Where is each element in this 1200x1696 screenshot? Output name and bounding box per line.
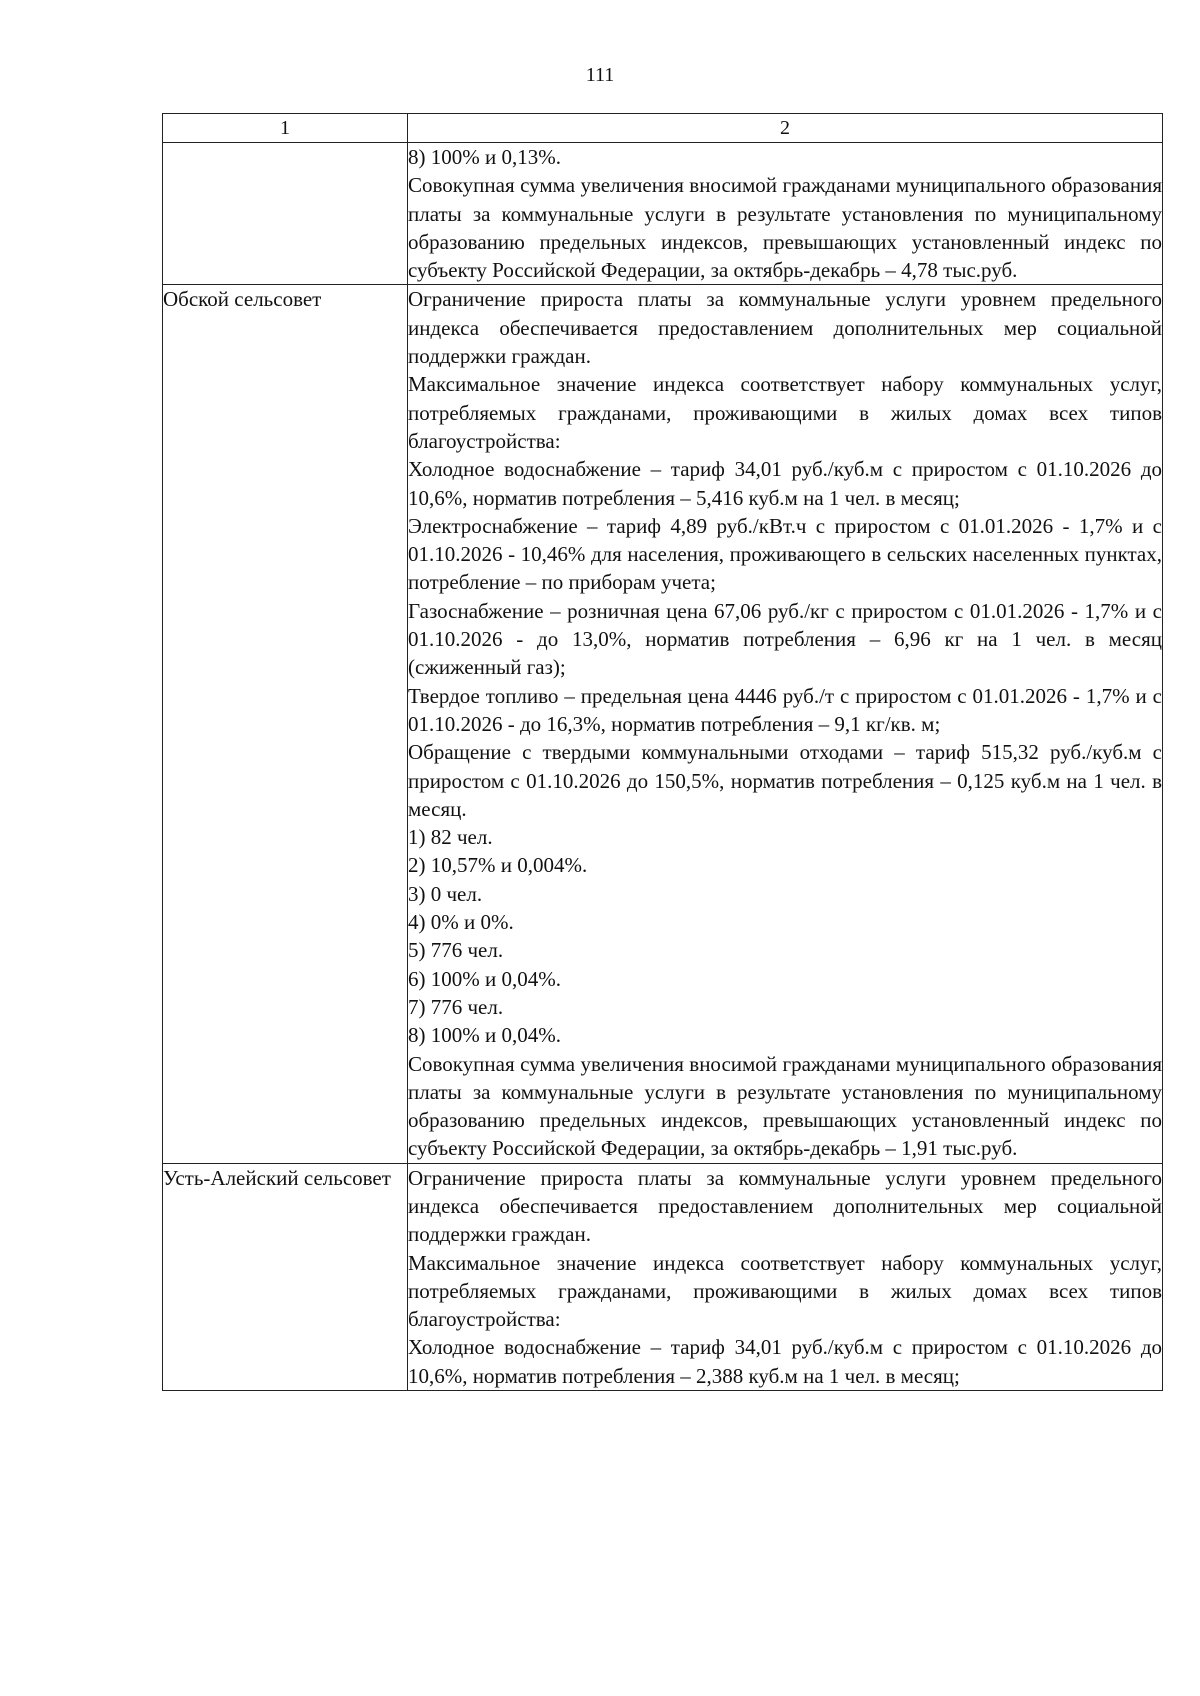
paragraph: Ограничение прироста платы за коммунальные услуги уровнем предельного индекса обеспечивается предоставлением дополнительных мер социальной поддержки граждан. [408, 1165, 1162, 1247]
row-description [408, 285, 1163, 1163]
paragraph: Обращение с твердыми коммунальными отходами – тариф 515,32 руб./куб.м с приростом с 01.10.2026 до 150,5%, норматив потребления – 0,125 куб.м на 1 чел. в месяц. [408, 740, 1162, 821]
table-header-row [163, 114, 1163, 143]
list-item: 4) 0% и 0%. [408, 910, 514, 935]
list-item: 7) 776 чел. [408, 994, 504, 1019]
document-table [162, 113, 1163, 1391]
table-row [163, 143, 1163, 285]
list-item: 8) 100% и 0,04%. [408, 1023, 561, 1048]
paragraph: Электроснабжение – тариф 4,89 руб./кВт.ч с приростом с 01.01.2026 - 1,7% и с 01.10.2026 - 10,46% для населения, проживающего в сельских населенных пунктах, потребление – по приборам учета; [408, 513, 1162, 595]
paragraph: Совокупная сумма увеличения вносимой гражданами муниципального образования платы за коммунальные услуги в результате установления по муниципальному образованию предельных индексов, превышающих установленный индекс по субъекту Российской Федерации, за октябрь-декабрь – 1,91 тыс.руб. [408, 1051, 1162, 1161]
table-row [163, 1163, 1163, 1390]
municipality-name [163, 143, 408, 285]
paragraph: Холодное водоснабжение – тариф 34,01 руб./куб.м с приростом с 01.10.2026 до 10,6%, норматив потребления – 5,416 куб.м на 1 чел. в месяц; [408, 457, 1162, 510]
list-item: 2) 10,57% и 0,004%. [408, 853, 588, 878]
column-header-1: 1 [163, 114, 408, 143]
paragraph: 8) 100% и 0,13%. [408, 145, 561, 169]
column-header-2: 2 [408, 114, 1163, 143]
paragraph: Твердое топливо – предельная цена 4446 руб./т с приростом с 01.01.2026 - 1,7% и с 01.10.2026 - до 16,3%, норматив потребления – 9,1 кг/кв. м; [408, 683, 1162, 736]
list-item: 3) 0 чел. [408, 881, 483, 906]
table-row [163, 285, 1163, 1163]
paragraph: Максимальное значение индекса соответствует набору коммунальных услуг, потребляемых гражданами, проживающими в жилых домах всех типов благоустройства: [408, 372, 1162, 453]
row-description [408, 143, 1163, 285]
municipality-name: Усть-Алейский сельсовет [163, 1163, 408, 1390]
list-item: 1) 82 чел. [408, 825, 493, 850]
paragraph: Ограничение прироста платы за коммунальные услуги уровнем предельного индекса обеспечивается предоставлением дополнительных мер социальной поддержки граждан. [408, 287, 1162, 369]
row-description [408, 1163, 1163, 1390]
page-number: 111 [585, 64, 615, 86]
list-item: 6) 100% и 0,04%. [408, 966, 561, 991]
paragraph: Совокупная сумма увеличения вносимой гражданами муниципального образования платы за коммунальные услуги в результате установления по муниципальному образованию предельных индексов, превышающих установленный индекс по субъекту Российской Федерации, за октябрь-декабрь – 4,78 тыс.руб. [408, 173, 1162, 283]
paragraph: Газоснабжение – розничная цена 67,06 руб./кг с приростом с 01.01.2026 - 1,7% и с 01.10.2026 - до 13,0%, норматив потребления – 6,96 кг на 1 чел. в месяц (сжиженный газ); [408, 598, 1162, 680]
paragraph: Максимальное значение индекса соответствует набору коммунальных услуг, потребляемых гражданами, проживающими в жилых домах всех типов благоустройства: [408, 1250, 1162, 1332]
list-item: 5) 776 чел. [408, 938, 504, 963]
municipality-name: Обской сельсовет [163, 285, 408, 1163]
paragraph: Холодное водоснабжение – тариф 34,01 руб./куб.м с приростом с 01.10.2026 до 10,6%, норматив потребления – 2,388 куб.м на 1 чел. в месяц; [408, 1335, 1162, 1388]
